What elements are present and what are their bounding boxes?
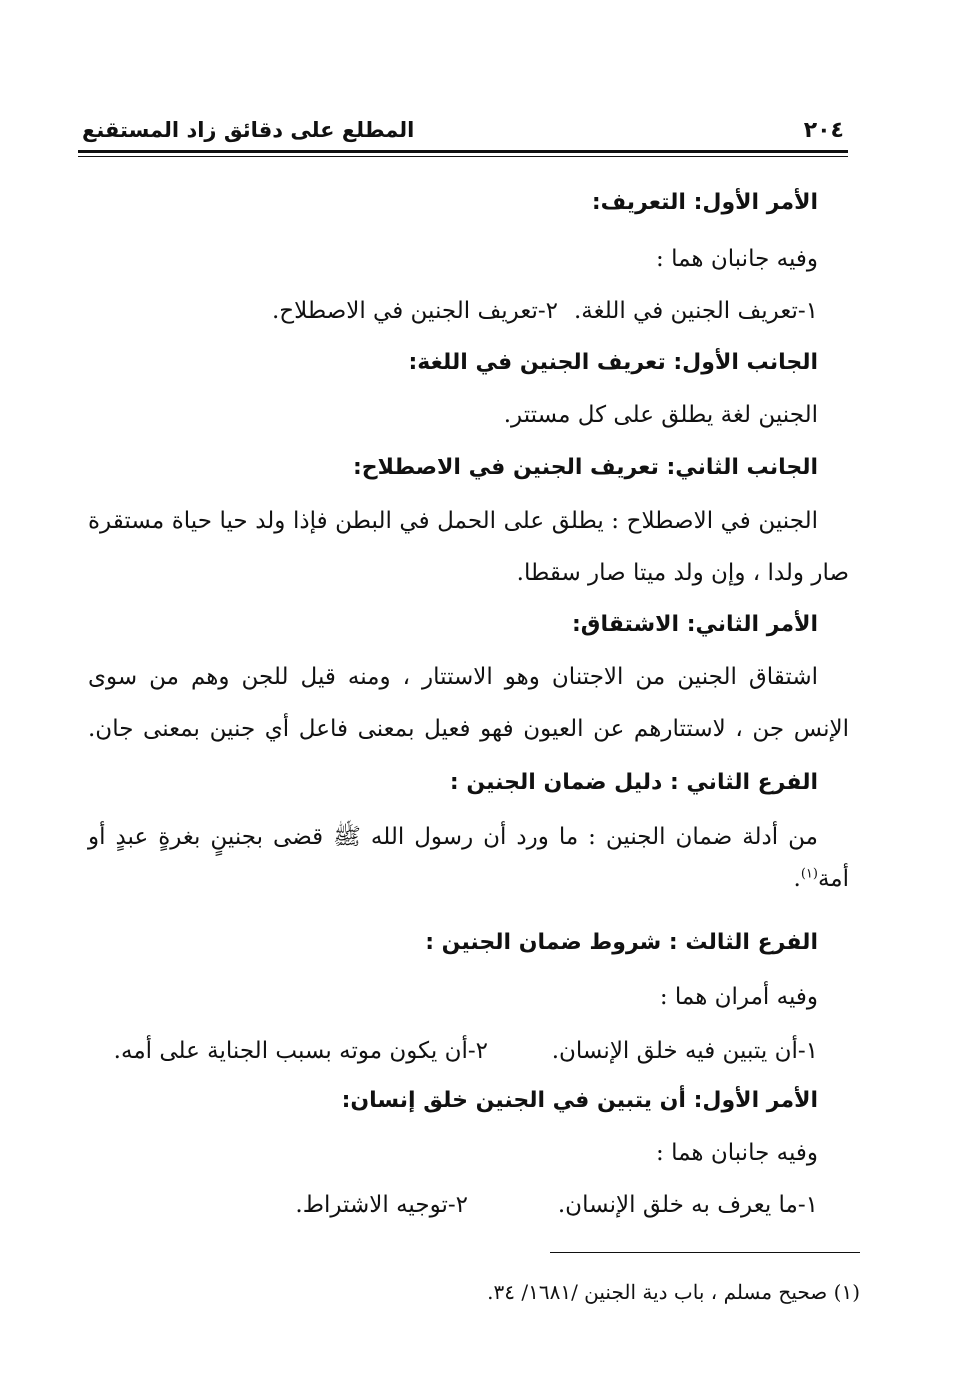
list-item: ٢-تعريف الجنين في الاصطلاح. bbox=[271, 298, 558, 324]
heading-derivation: الأمر الثاني: الاشتقاق: bbox=[571, 612, 818, 637]
running-header bbox=[78, 118, 848, 150]
list-item: ١-أن يتبين فيه خلق الإنسان. bbox=[551, 1038, 818, 1064]
paragraph-line: الجنين في الاصطلاح : يطلق على الحمل في البطن فإذا ولد حيا حياة مستقرة bbox=[88, 508, 818, 534]
paragraph: الجنين لغة يطلق على كل مستتر. bbox=[503, 402, 818, 428]
heading-definition: الأمر الأول: التعريف: bbox=[591, 190, 818, 215]
paragraph: وفيه أمران هما : bbox=[659, 984, 818, 1010]
book-title: المطلع على دقائق زاد المستقنع bbox=[82, 118, 415, 142]
page-number: ٢٠٤ bbox=[803, 118, 844, 143]
paragraph-line: اشتقاق الجنين من الاجتنان وهو الاستتار ، ومنه قيل للجن وهم من سوى bbox=[88, 664, 818, 690]
list-item: ٢-توجيه الاشتراط. bbox=[295, 1192, 468, 1218]
footnote: (١) صحيح مسلم ، باب دية الجنين /١٦٨١/ ٣٤. bbox=[487, 1280, 860, 1304]
list-item: ٢-أن يكون موته بسبب الجناية على أمه. bbox=[113, 1038, 488, 1064]
paragraph: وفيه جانبان هما : bbox=[656, 246, 818, 272]
paragraph: وفيه جانبان هما : bbox=[656, 1140, 818, 1166]
footnote-ref[interactable]: (١) bbox=[800, 866, 818, 882]
paragraph-line: أمة$^{(١)}$. bbox=[793, 866, 849, 892]
heading-linguistic: الجانب الأول: تعريف الجنين في اللغة: bbox=[408, 350, 818, 375]
header-rule-thick bbox=[78, 150, 848, 153]
heading-human-form: الأمر الأول: أن يتبين في الجنين خلق إنسان: bbox=[341, 1088, 818, 1113]
header-rule-thin bbox=[78, 156, 848, 157]
footnote-separator bbox=[550, 1252, 860, 1253]
list-item: ١-ما يعرف به خلق الإنسان. bbox=[557, 1192, 818, 1218]
heading-technical: الجانب الثاني: تعريف الجنين في الاصطلاح: bbox=[353, 455, 818, 480]
list-item: ١-تعريف الجنين في اللغة. bbox=[573, 298, 818, 324]
heading-conditions: الفرع الثالث : شروط ضمان الجنين : bbox=[425, 930, 818, 955]
paragraph-line: صار ولدا ، وإن ولد ميتا صار سقطا. bbox=[516, 560, 849, 586]
heading-evidence: الفرع الثاني : دليل ضمان الجنين : bbox=[449, 770, 818, 795]
paragraph-line: من أدلة ضمان الجنين : ما ورد أن رسول الله ﷺ قضى بجنينٍ بغرةٍ عبدٍ أو bbox=[88, 824, 818, 850]
paragraph-line: الإنس جن ، لاستتارهم عن العيون فهو فعيل بمعنى فاعل أي جنين بمعنى جان. bbox=[88, 716, 849, 742]
